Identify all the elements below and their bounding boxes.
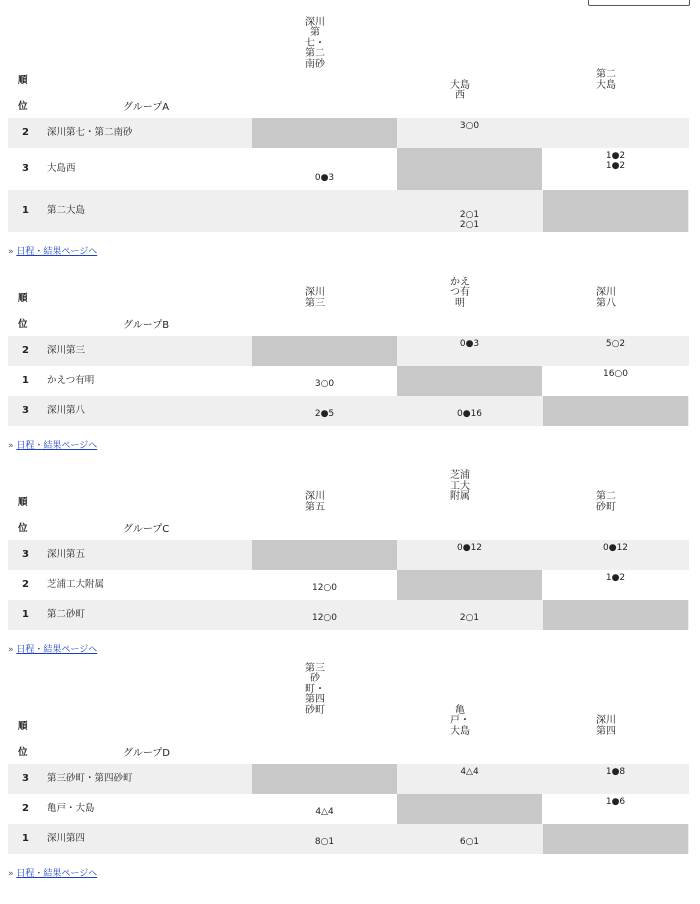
result-cell: [397, 540, 542, 570]
score-text: 1●2: [605, 573, 626, 583]
table-row: [8, 396, 689, 426]
rank-value: 2: [22, 579, 29, 590]
schedule-link-row: [8, 438, 97, 451]
score-text: 12○0: [311, 583, 338, 593]
score-text: 2○1: [459, 613, 480, 623]
self-match-cell: [397, 366, 542, 396]
column-header: 深川第三: [305, 287, 325, 309]
score-text: 6○1: [459, 837, 480, 847]
group-name: グループD: [123, 748, 170, 759]
group-name: グループB: [123, 320, 170, 331]
result-cell: [252, 600, 397, 630]
team-name: 大島西: [47, 163, 76, 174]
team-name: 深川第八: [47, 405, 86, 416]
self-match-cell: [397, 148, 542, 190]
rank-value: 3: [22, 773, 29, 784]
rank-value: 2: [22, 345, 29, 356]
score-text: 4△4: [460, 767, 479, 777]
table-row: [8, 764, 689, 794]
score-text: 2○1: [459, 220, 480, 230]
score-text: 8○1: [314, 837, 335, 847]
result-cell: [252, 190, 397, 232]
team-name: 深川第七・第二南砂: [47, 127, 133, 138]
result-cell: [397, 396, 542, 426]
rank-header-top: 順: [18, 721, 28, 732]
score-text: 16○0: [602, 369, 629, 379]
column-header: 深川第七・第二南砂: [305, 16, 325, 70]
column-header: 第二砂町: [596, 491, 616, 513]
schedule-results-link[interactable]: 日程・結果ページへ: [16, 869, 98, 879]
team-name: 亀戸・大島: [47, 803, 95, 814]
schedule-results-link[interactable]: 日程・結果ページへ: [16, 645, 98, 655]
score-text: 4△4: [315, 807, 334, 817]
score-text: 1●2: [605, 161, 626, 171]
result-cell: [252, 148, 397, 190]
result-cell: [252, 824, 397, 854]
self-match-cell: [252, 764, 397, 794]
score-text: 0●3: [314, 173, 335, 183]
self-match-cell: [397, 794, 542, 824]
column-header: 深川第五: [305, 491, 325, 513]
column-header: 亀戸・大島: [450, 704, 470, 737]
schedule-results-link[interactable]: 日程・結果ページへ: [16, 441, 98, 451]
rank-header-bottom: 位: [18, 319, 28, 330]
result-cell: [543, 570, 688, 600]
result-cell: [543, 336, 688, 366]
table-row: [8, 366, 689, 396]
self-match-cell: [543, 190, 688, 232]
self-match-cell: [252, 540, 397, 570]
rank-value: 1: [22, 205, 29, 216]
team-name: かえつ有明: [47, 375, 95, 386]
link-prefix: »: [8, 645, 17, 655]
table-row: [8, 118, 689, 148]
score-text: 0●12: [602, 543, 629, 553]
schedule-link-row: [8, 244, 97, 257]
column-header: 大島西: [450, 79, 470, 101]
result-cell: [397, 336, 542, 366]
group-table: [8, 662, 689, 854]
score-text: 3○0: [314, 379, 335, 389]
rank-header-bottom: 位: [18, 747, 28, 758]
result-cell: [543, 118, 688, 148]
score-text: 0●3: [459, 339, 480, 349]
score-text: 2●5: [314, 409, 335, 419]
column-header: 深川第四: [596, 715, 616, 737]
score-text: 1●6: [605, 797, 626, 807]
rank-value: 3: [22, 405, 29, 416]
result-cell: [543, 764, 688, 794]
schedule-link-row: [8, 642, 97, 655]
rank-value: 2: [22, 127, 29, 138]
score-text: 3○0: [459, 121, 480, 131]
table-row: [8, 600, 689, 630]
group-name: グループA: [123, 102, 170, 113]
team-name: 第三砂町・第四砂町: [47, 773, 133, 784]
team-name: 深川第三: [47, 345, 86, 356]
table-row: [8, 148, 689, 190]
table-row: [8, 824, 689, 854]
score-text: 12○0: [311, 613, 338, 623]
rank-value: 3: [22, 163, 29, 174]
column-header: 第二大島: [596, 69, 616, 91]
result-cell: [252, 570, 397, 600]
column-header: 芝浦工大附属: [450, 470, 470, 502]
table-row: [8, 794, 689, 824]
table-row: [8, 190, 689, 232]
team-name: 第二砂町: [47, 609, 86, 620]
self-match-cell: [543, 396, 688, 426]
rank-value: 2: [22, 803, 29, 814]
result-cell: [252, 366, 397, 396]
rank-value: 3: [22, 549, 29, 560]
result-cell: [397, 190, 542, 232]
group-name: グループC: [123, 524, 170, 535]
result-cell: [543, 366, 688, 396]
group-table: [8, 0, 689, 232]
rank-header-top: 順: [18, 75, 28, 86]
self-match-cell: [543, 600, 688, 630]
rank-value: 1: [22, 833, 29, 844]
score-text: 5○2: [605, 339, 626, 349]
score-text: 0●16: [456, 409, 483, 419]
team-name: 第二大島: [47, 205, 86, 216]
result-cell: [543, 794, 688, 824]
self-match-cell: [397, 570, 542, 600]
score-text: 1●8: [605, 767, 626, 777]
rank-header-top: 順: [18, 293, 28, 304]
score-text: 1●2: [605, 151, 626, 161]
self-match-cell: [252, 118, 397, 148]
group-table: [8, 470, 689, 630]
column-header: 第三砂町・第四砂町: [305, 662, 325, 716]
result-cell: [543, 148, 688, 190]
schedule-link-row: [8, 866, 97, 879]
table-row: [8, 540, 689, 570]
result-cell: [252, 396, 397, 426]
result-cell: [543, 540, 688, 570]
rank-value: 1: [22, 375, 29, 386]
link-prefix: »: [8, 869, 17, 879]
result-cell: [397, 764, 542, 794]
column-header: 深川第八: [596, 287, 616, 309]
self-match-cell: [252, 336, 397, 366]
table-row: [8, 336, 689, 366]
result-cell: [397, 118, 542, 148]
column-header: かえつ有明: [450, 276, 470, 309]
link-prefix: »: [8, 247, 17, 257]
score-text: 2○1: [459, 210, 480, 220]
team-name: 深川第四: [47, 833, 86, 844]
rank-value: 1: [22, 609, 29, 620]
result-cell: [397, 600, 542, 630]
table-row: [8, 570, 689, 600]
rank-header-bottom: 位: [18, 523, 28, 534]
team-name: 芝浦工大附属: [47, 579, 105, 590]
result-cell: [252, 794, 397, 824]
schedule-results-link[interactable]: 日程・結果ページへ: [16, 247, 98, 257]
group-table: [8, 276, 689, 426]
score-text: 0●12: [456, 543, 483, 553]
rank-header-top: 順: [18, 497, 28, 508]
team-name: 深川第五: [47, 549, 86, 560]
self-match-cell: [543, 824, 688, 854]
result-cell: [397, 824, 542, 854]
rank-header-bottom: 位: [18, 101, 28, 112]
link-prefix: »: [8, 441, 17, 451]
